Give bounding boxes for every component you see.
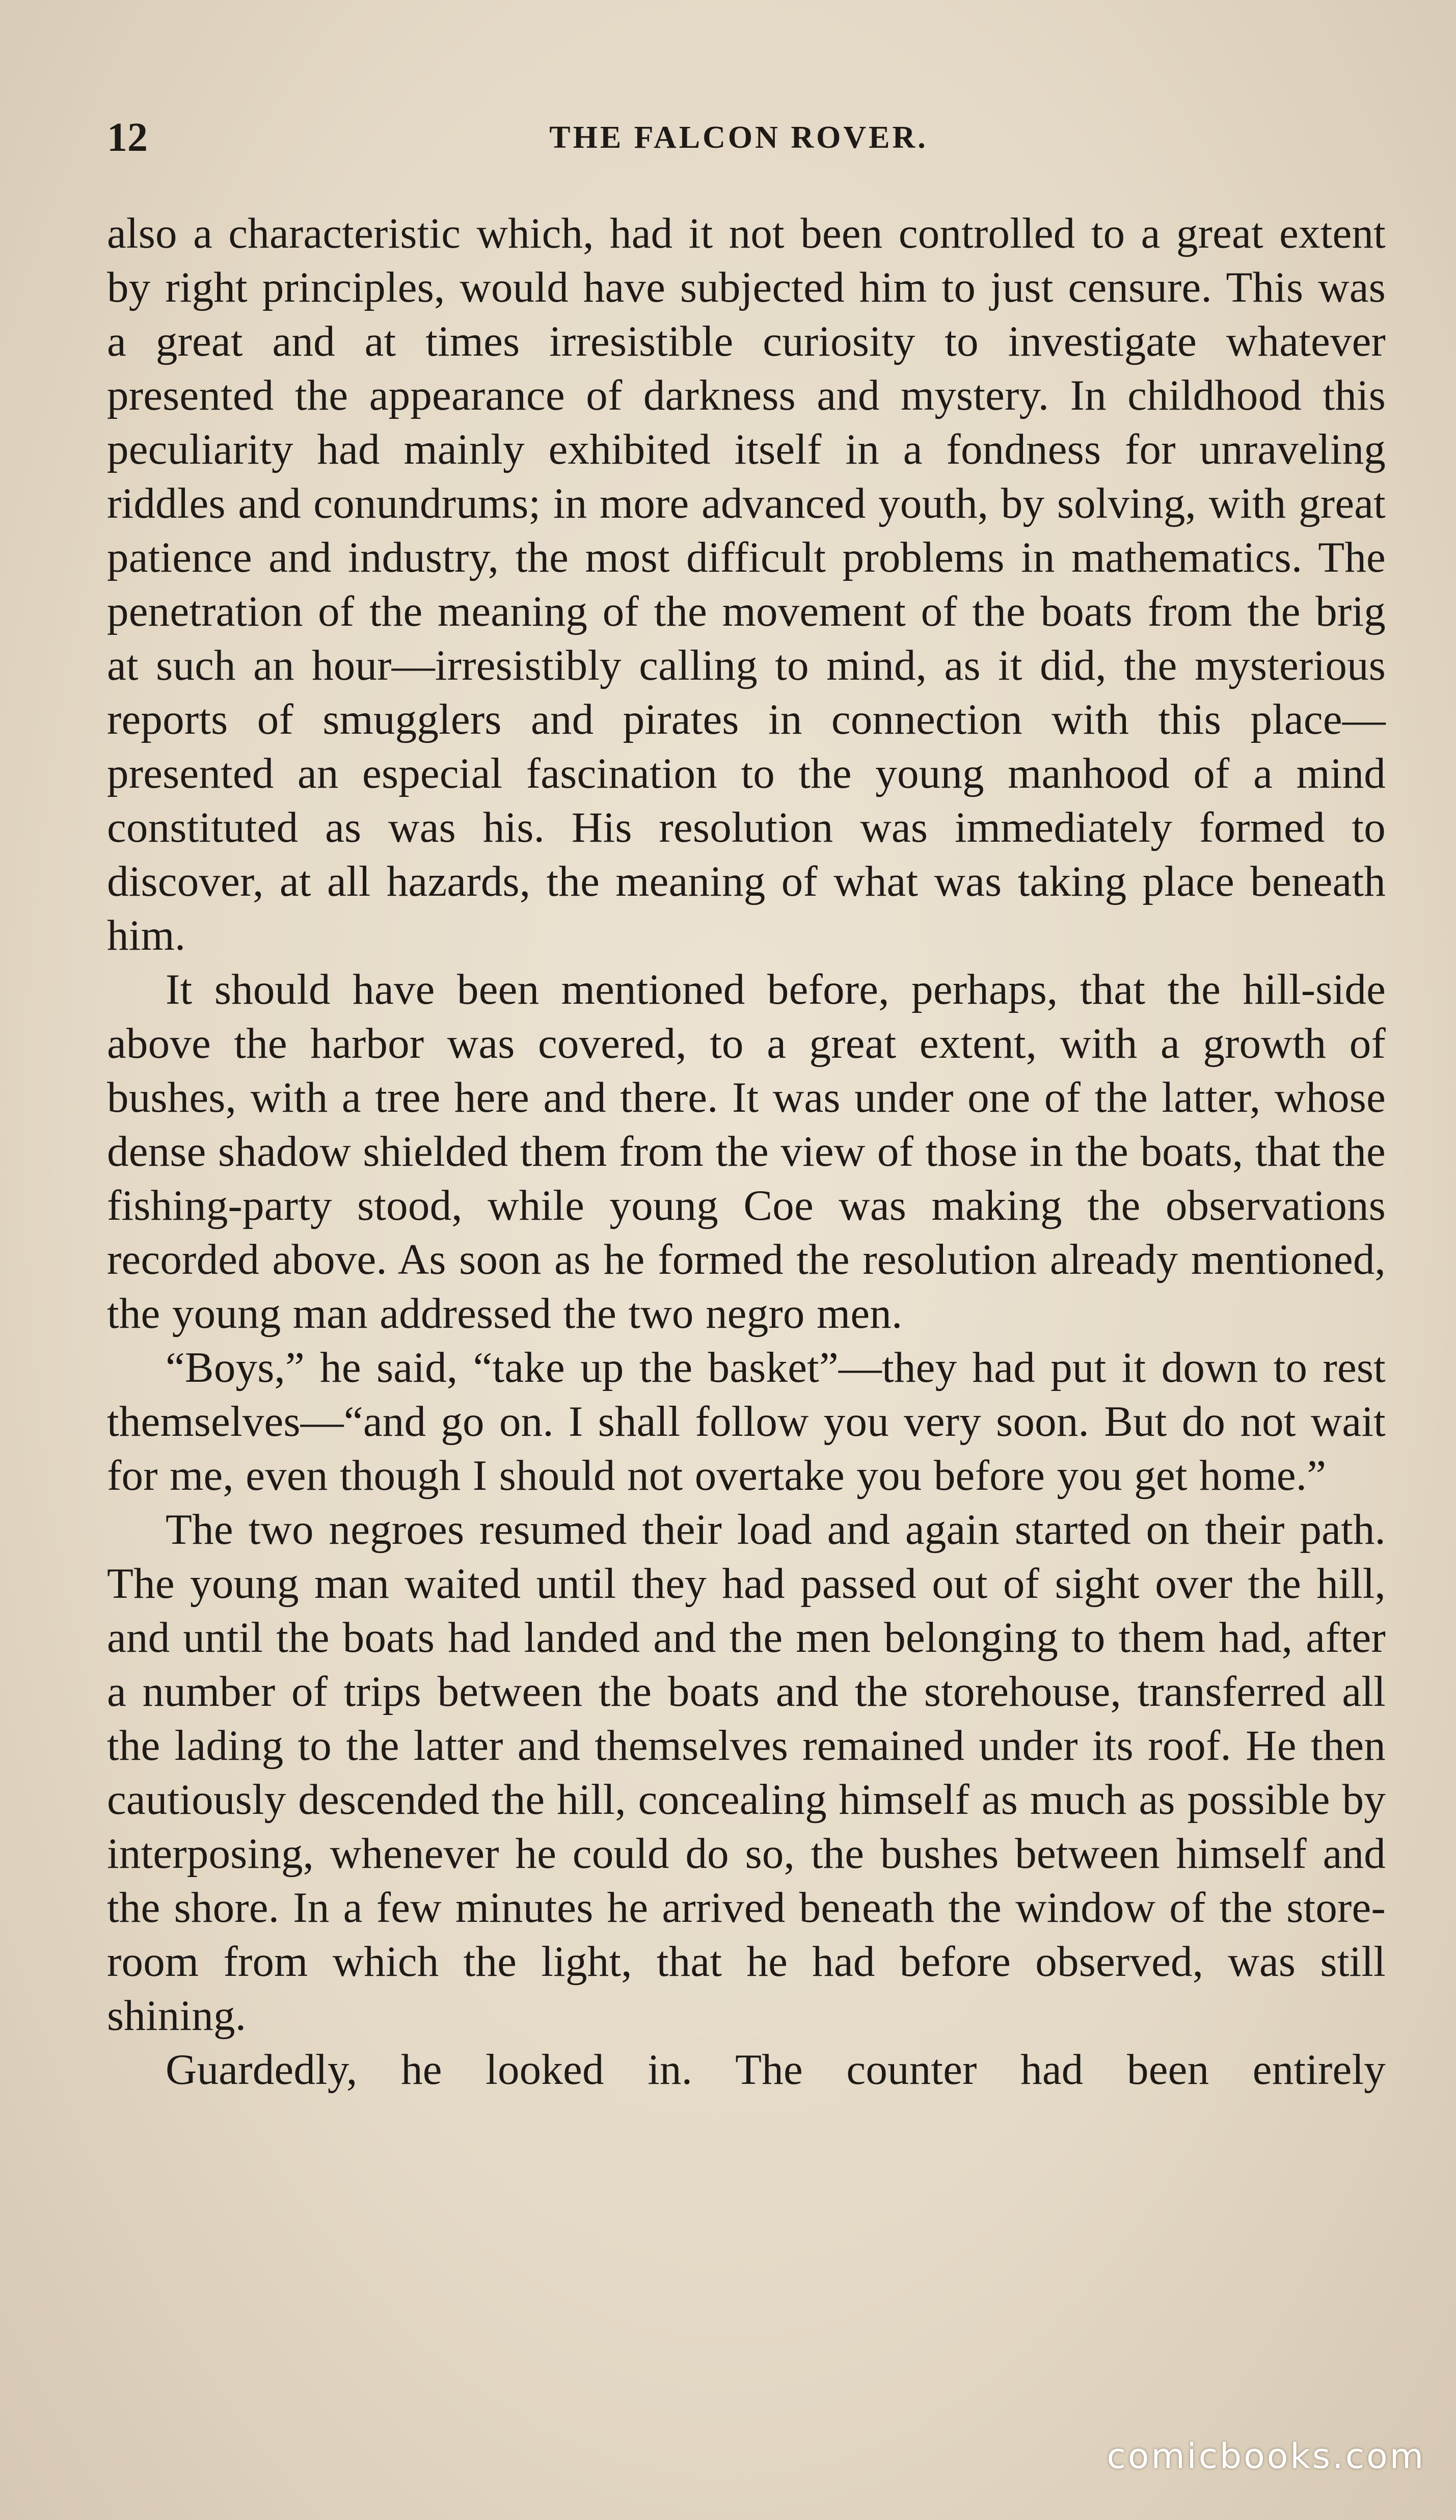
paragraph: It should have been mentioned before, perhaps, that the hill-side above the harbor was covered, to a great extent, with a growth of bushes, with a tree here and there. It was under one of the latter, whose dense shadow shielded them from the view of those in the boats, that the fishing-party stood, while young Coe was making the observations recorded above. As soon as he formed the resolution already mentioned, the young man addressed the two negro men. — [107, 966, 1386, 1337]
paragraph-continues: Guardedly, he looked in. The counter had been entirely — [166, 2046, 1386, 2094]
page-number: 12 — [107, 115, 148, 160]
paragraph-continued: also a characteristic which, had it not been controlled to a great extent by right principles, would have subjected him to just censure. This was a great and at times irresistible curiosity to investigate whatever presented the appearance of darkness and mystery. In childhood this peculiarity had mainly exhibited itself in a fondness for unraveling riddles and conundrums; in more advanced youth, by solving, with great patience and industry, the most difficult problems in mathematics. The penetration of the meaning of the movement of the boats from the brig at such an hour—irresistibly calling to mind, as it did, the mysterious reports of smugglers and pirates in connection with this place—presented an especial fascination to the young manhood of a mind constituted as was his. His resolution was immediately formed to discover, at all hazards, the meaning of what was taking place beneath him. — [107, 209, 1386, 959]
watermark: comicbooks.com — [1107, 2436, 1425, 2477]
running-title: THE FALCON ROVER. — [549, 120, 928, 155]
paragraph: The two negroes resumed their load and again started on their path. The young man waited until they had passed out of sight over the hill, and until the boats had landed and the men belonging to them had, after a number of trips between the boats and the storehouse, transferred all the lading to the latter and themselves remained under its roof. He then cautiously descended the hill, concealing himself as much as possible by interposing, whenever he could do so, the bushes between himself and the shore. In a few minutes he arrived beneath the window of the store-room from which the light, that he had before observed, was still shining. — [107, 1506, 1386, 2040]
paragraph: “Boys,” he said, “take up the basket”—they had put it down to rest themselves—“and go on. I shall follow you very soon. But do not wait for me, even though I should not overtake you before you get home.” — [107, 1344, 1386, 1499]
body-text — [107, 206, 1386, 2097]
page-header — [107, 112, 1370, 163]
